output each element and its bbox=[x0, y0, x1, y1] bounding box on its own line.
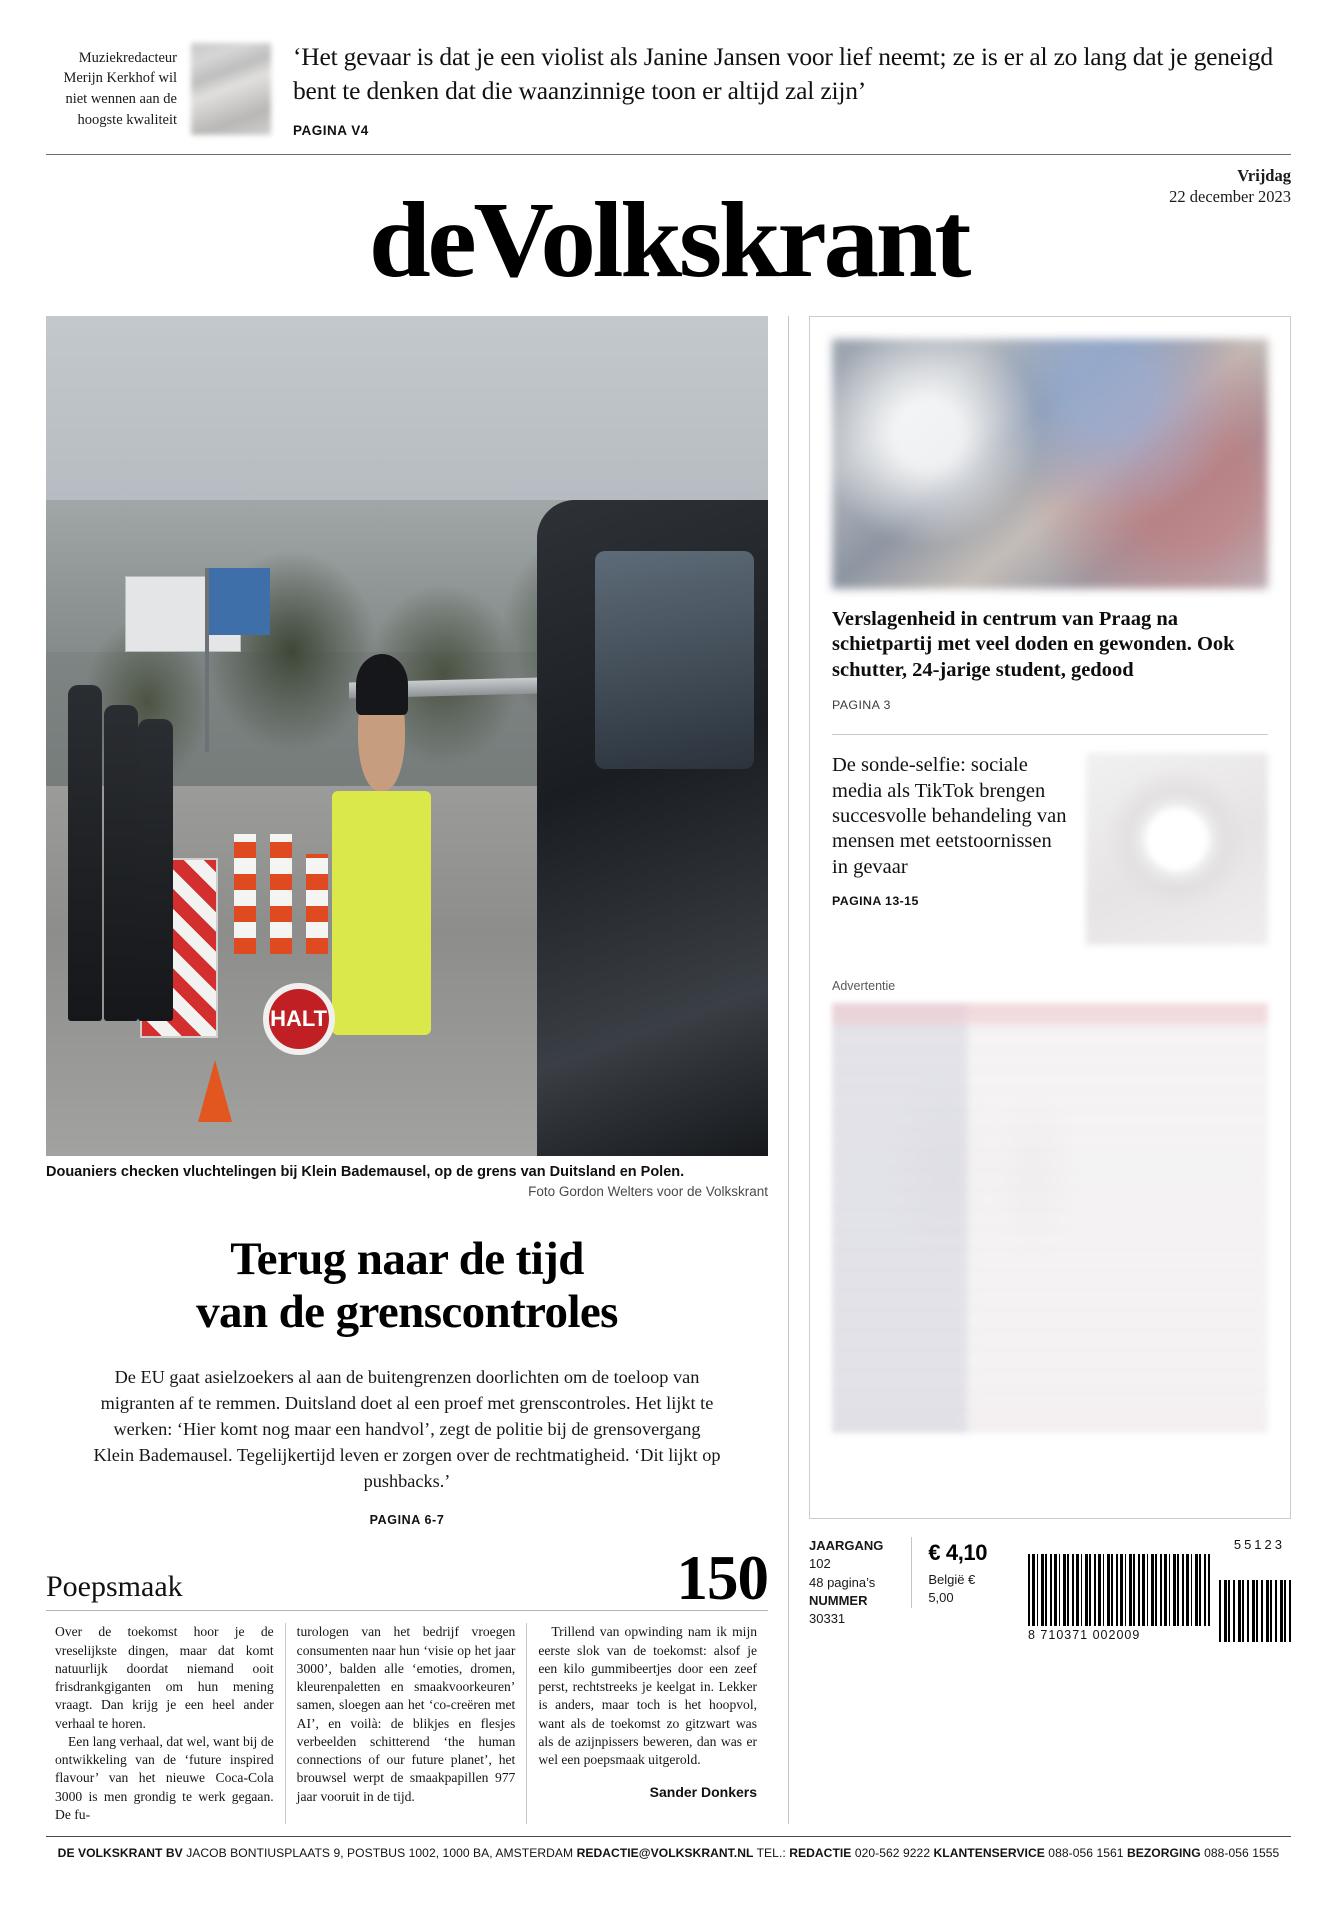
photo-blue-container bbox=[205, 568, 270, 635]
jaargang-value: 102 bbox=[809, 1556, 831, 1572]
photo-caption: Douaniers checken vluchtelingen bij Klein Bademausel, op de grens van Duitsland en Polen. bbox=[46, 1163, 685, 1180]
barcode-block bbox=[1010, 1537, 1291, 1642]
sidebar-story-2 bbox=[832, 753, 1268, 945]
main-story-page-ref[interactable]: PAGINA 6-7 bbox=[369, 1512, 445, 1527]
main-grid bbox=[46, 316, 1291, 1825]
footer-address: JACOB BONTIUSPLAATS 9, POSTBUS 1002, 1000 BA, AMSTERDAM bbox=[186, 1846, 574, 1861]
column-text-col-3 bbox=[526, 1623, 768, 1824]
barcode-digits: 8 710371 002009 bbox=[1028, 1627, 1141, 1642]
barcode-main-icon bbox=[1028, 1554, 1210, 1626]
column-title: Poepsmaak bbox=[46, 1570, 183, 1604]
column-text-col-1 bbox=[46, 1623, 285, 1824]
masthead bbox=[46, 155, 1291, 308]
nummer-label: NUMMER bbox=[809, 1592, 868, 1608]
newspaper-logo: deVolkskrant bbox=[368, 181, 969, 300]
footer-email[interactable]: REDACTIE@VOLKSKRANT.NL bbox=[576, 1846, 754, 1861]
footer-bezorging-label: BEZORGING bbox=[1126, 1846, 1201, 1861]
photo-traffic-cone bbox=[198, 1060, 232, 1122]
sidebar-divider bbox=[832, 734, 1268, 735]
photo-light-pole bbox=[205, 568, 209, 753]
footer-klantenservice-number: 088-056 1561 bbox=[1048, 1846, 1124, 1861]
sidebar-story-2-headline[interactable]: De sonde-selfie: sociale media als TikTok brengen succesvolle behandeling van mensen met eetstoornissen in gevaar bbox=[832, 754, 1067, 878]
sidebar-story-2-page-ref[interactable]: PAGINA 13-15 bbox=[832, 894, 919, 909]
paragraph: turologen van het bedrijf vroegen consumenten naar hun ‘visie op het jaar 3000’, balden alle ‘emoties, dromen, kleurenpaletten en smaakvoorkeuren’ samen, sloegen aan het ‘co-creëren met AI’, en voilà: de blikjes en flesjes verbeelden schitterend ‘the human connections of our future planet’, het brouwsel werpt de smaakpapillen 977 jaar vooruit in de tijd. bbox=[296, 1624, 516, 1804]
photo-traffic-post bbox=[270, 834, 292, 954]
footer-redactie-number: 020-562 9222 bbox=[854, 1846, 931, 1861]
paragraph: Over de toekomst hoor je de vreselijkste dingen, maar dat komt natuurlijk doordat niemand ooit frisdrankgiganten om hun mening vraagt. Dan krijg je een heel ander verhaal te horen. bbox=[55, 1624, 274, 1731]
sidebar-box bbox=[809, 316, 1291, 1519]
teaser-body bbox=[293, 40, 1291, 137]
column-number: 150 bbox=[676, 1542, 768, 1613]
page-count: 48 pagina’s bbox=[809, 1574, 876, 1590]
jaargang-label: JAARGANG bbox=[809, 1537, 884, 1553]
main-lead-paragraph: De EU gaat asielzoekers al aan de buitengrenzen doorlichten om de toeloop van migranten af te remmen. Duitsland doet al een proef met grenscontroles. Het lijkt te werken: ‘Hier komt nog maar een handvol’, zegt de politie bij de grensovergang Klein Bademausel. Tegelijkertijd leven er zorgen over de rechtmatigheid. ‘Dit lijkt op pushbacks.’ bbox=[93, 1366, 721, 1491]
paragraph: Trillend van opwinding nam ik mijn eerste slok van de toekomst: alsof je een kilo gummibeertjes door een zeef perst, rechtstreeks je keelgat in. Lekker is anders, maar toch is het hoopvol, want als de toekomst zo gitzwart was als de azijnpissers beweren, dan was er wel een poepsmaak uitgerold. bbox=[538, 1624, 758, 1768]
footer-company: DE VOLKSKRANT BV bbox=[57, 1846, 183, 1861]
price-netherlands: € 4,10 bbox=[928, 1539, 988, 1565]
main-headline bbox=[46, 1233, 768, 1338]
day-of-week: Vrijdag bbox=[1237, 166, 1291, 185]
main-photo-border-control bbox=[46, 316, 768, 1156]
photo-traffic-post bbox=[234, 834, 256, 954]
teaser-page-ref[interactable]: PAGINA V4 bbox=[293, 122, 369, 138]
barcode-row bbox=[1028, 1554, 1291, 1642]
photo-police-group bbox=[68, 685, 169, 1021]
publication-info-bar bbox=[809, 1533, 1291, 1642]
footer-redactie-label: REDACTIE bbox=[789, 1846, 852, 1861]
nummer-value: 30331 bbox=[809, 1611, 846, 1627]
photo-credit: Foto Gordon Welters voor de Volkskrant bbox=[528, 1184, 768, 1200]
barcode-addon-icon bbox=[1219, 1580, 1291, 1642]
column-rule bbox=[46, 1610, 768, 1611]
sidebar-photo-prague bbox=[832, 339, 1268, 589]
footer-tel-label: TEL.: bbox=[756, 1846, 786, 1861]
top-teaser-banner[interactable] bbox=[46, 0, 1291, 150]
advertisement-label: Advertentie bbox=[832, 979, 896, 994]
teaser-kicker: Muziekredacteur Merijn Kerkhof wil niet wennen aan de hoogste kwaliteit bbox=[63, 49, 177, 128]
photo-car-window bbox=[595, 551, 754, 769]
paragraph: Een lang verhaal, dat wel, want bij de ontwikkeling van de ‘future inspired flavour’ van het nieuwe Coca-Cola 3000 is men grondig te werk gegaan. De fu- bbox=[55, 1733, 274, 1823]
price-cell bbox=[911, 1537, 1010, 1608]
column-section-header bbox=[46, 1542, 768, 1613]
teaser-quote: ‘Het gevaar is dat je een violist als Janine Jansen voor lief neemt; ze is er al zo lang dat je geneigd bent te denken dat die waanzinnige toon er altijd zal zijn’ bbox=[293, 42, 1273, 105]
footer-info bbox=[46, 1837, 1291, 1860]
stop-paddle-icon: HALT bbox=[263, 983, 335, 1055]
sidebar-story-2-text bbox=[832, 753, 1068, 945]
teaser-thumbnail-photo bbox=[191, 43, 271, 135]
price-belgium: België € 5,00 bbox=[928, 1571, 976, 1606]
right-column bbox=[809, 316, 1291, 1825]
publication-date: 22 december 2023 bbox=[1169, 187, 1291, 207]
sidebar-photo-feeding-tube bbox=[1086, 753, 1268, 945]
left-column bbox=[46, 316, 768, 1825]
column-divider bbox=[788, 316, 789, 1825]
photo-officer-foreground bbox=[313, 668, 450, 1138]
issue-info-cell bbox=[809, 1537, 911, 1629]
footer-bezorging-number: 088-056 1555 bbox=[1204, 1846, 1280, 1861]
column-text-col-2 bbox=[285, 1623, 527, 1824]
column-text-body bbox=[46, 1623, 768, 1824]
advertisement-banner[interactable] bbox=[832, 1003, 1268, 1433]
barcode-addon-digits: 55123 bbox=[1233, 1536, 1285, 1552]
sidebar-story-1-headline[interactable]: Verslagenheid in centrum van Praag na schietpartij met veel doden en gewonden. Ook schutter, 24-jarige student, gedood bbox=[832, 607, 1235, 682]
footer-klantenservice-label: KLANTENSERVICE bbox=[933, 1846, 1045, 1861]
photo-caption-block bbox=[46, 1163, 768, 1200]
main-headline-line-2: van de grenscontroles bbox=[196, 1286, 618, 1339]
sidebar-story-1-page-ref[interactable]: PAGINA 3 bbox=[832, 698, 891, 713]
main-headline-line-1: Terug naar de tijd bbox=[230, 1233, 584, 1286]
column-byline: Sander Donkers bbox=[649, 1784, 758, 1801]
